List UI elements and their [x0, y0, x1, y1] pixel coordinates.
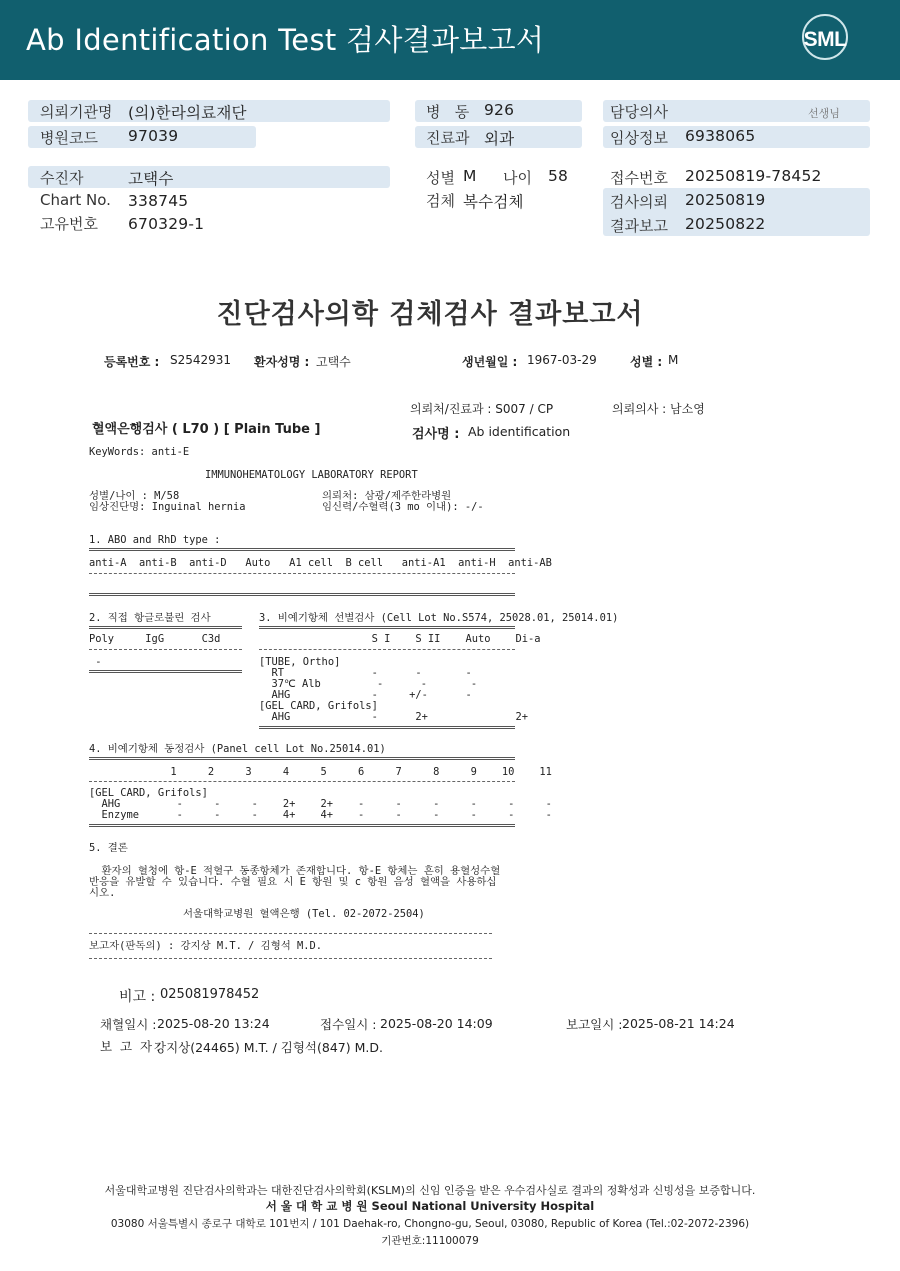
sec2-title: 2. 직접 항글로불린 검사: [89, 612, 211, 624]
sec3-columns: S I S II Auto Di-a: [259, 633, 541, 645]
sec4-title: 4. 비예기항체 동정검사 (Panel cell Lot No.25014.01): [89, 743, 386, 755]
sec2-result: -: [89, 656, 102, 668]
page-title: Ab Identification Test 검사결과보고서: [26, 23, 545, 57]
sec3-row: [TUBE, Ortho]: [259, 656, 341, 668]
sex-age: 성별/나이 : M/58: [89, 490, 180, 502]
sec3-rule-mid: [259, 649, 515, 650]
test-req-label: 검사의뢰: [610, 193, 668, 211]
sec3-rule-top: [259, 626, 515, 629]
keywords: KeyWords: anti-E: [89, 446, 190, 458]
req-doctor: 의뢰의사 : 남소영: [612, 402, 705, 416]
report-label: 보고일시 :: [566, 1017, 623, 1032]
test-req-value: 20250819: [685, 191, 766, 209]
recv-label: 접수일시 :: [320, 1017, 377, 1032]
dept-label: 진료과: [426, 129, 470, 147]
sec2-rule-mid: [89, 649, 242, 650]
receipt-value: 20250819-78452: [685, 167, 822, 185]
draw-label: 채혈일시 :: [100, 1017, 157, 1032]
sec4-row: [GEL CARD, Grifols]: [89, 787, 208, 799]
chart-value: 338745: [128, 192, 189, 210]
sec1-title: 1. ABO and RhD type :: [89, 534, 221, 546]
reporter-rule-top: [89, 933, 492, 934]
id-value: 670329-1: [128, 215, 205, 233]
dept-value: 외과: [484, 130, 515, 148]
reg-no-label: 등록번호 :: [104, 355, 160, 369]
sec1-columns: anti-A anti-B anti-D Auto A1 cell B cell anti-A1 anti-H anti-AB: [89, 557, 552, 569]
dob-value: 1967-03-29: [527, 353, 597, 367]
name-label: 환자성명 :: [254, 355, 310, 369]
result-label: 결과보고: [610, 217, 668, 235]
sec3-row: RT - - -: [259, 667, 472, 679]
sec3-row: AHG - +/- -: [259, 689, 472, 701]
specimen-label: 검체: [426, 192, 455, 210]
header-bar: [0, 0, 900, 80]
blood-bank: 서울대학교병원 혈액은행 (Tel. 02-2072-2504): [183, 908, 425, 920]
sec5-title: 5. 결론: [89, 842, 128, 854]
pregnancy: 임신력/수혈력(3 mo 이내): -/-: [322, 501, 484, 513]
patient-label: 수진자: [40, 169, 84, 187]
sec3-rule-bottom: [259, 726, 515, 729]
ward-label: 병 동: [426, 103, 470, 121]
receipt-label: 접수번호: [610, 169, 668, 187]
sex2-label: 성별 :: [630, 355, 663, 369]
hosp-code-label: 병원코드: [40, 129, 98, 147]
lab-report-heading: IMMUNOHEMATOLOGY LABORATORY REPORT: [205, 469, 418, 481]
sec2-rule-bottom: [89, 670, 242, 673]
signer-label: 보 고 자 :: [100, 1039, 161, 1054]
remark-label: 비고 :: [119, 989, 156, 1005]
draw-time: 2025-08-20 13:24: [157, 1016, 270, 1031]
specimen-value: 복수검체: [463, 193, 524, 211]
report-time: 2025-08-21 14:24: [622, 1016, 735, 1031]
remark-value: 025081978452: [160, 987, 260, 1002]
sex2-value: M: [668, 353, 679, 367]
id-label: 고유번호: [40, 215, 98, 233]
sec2-columns: Poly IgG C3d: [89, 633, 221, 645]
chart-label: Chart No.: [40, 191, 111, 209]
sec3-row: 37℃ Alb - - -: [259, 678, 478, 690]
conclusion-line: 반응을 유발할 수 있습니다. 수혈 필요 시 E 항원 및 c 항원 음성 혈액을 사용하십: [89, 876, 497, 888]
sec4-rule-mid: [89, 781, 515, 782]
report-title: 진단검사의학 검체검사 결과보고서: [216, 299, 644, 330]
exam-name-label: 검사명 :: [412, 427, 460, 442]
req-org-label: 의뢰기관명: [40, 103, 113, 121]
patient-value: 고택수: [128, 170, 174, 188]
doctor-suffix: 선생님: [808, 107, 840, 120]
sec4-row: AHG - - - 2+ 2+ - - - - - -: [89, 798, 552, 810]
age-value: 58: [548, 167, 569, 185]
sec1-rule-mid: [89, 573, 515, 574]
logo-text: SML: [803, 28, 847, 51]
sml-logo: [796, 14, 854, 64]
footer-hospital: 서 울 대 학 교 병 원 Seoul National University Hospital: [265, 1199, 595, 1213]
sec3-row: AHG - 2+ 2+: [259, 711, 528, 723]
reporter-rule-bottom: [89, 958, 492, 959]
sec1-rule-bottom: [89, 593, 515, 596]
recv-time: 2025-08-20 14:09: [380, 1016, 493, 1031]
req-org-value: (의)한라의료재단: [128, 104, 247, 122]
requester: 의뢰처: 삼광/제주한라병원: [322, 490, 452, 502]
sec4-rule-top: [89, 757, 515, 760]
hosp-code-value: 97039: [128, 127, 179, 145]
sec4-row: Enzyme - - - 4+ 4+ - - - - - -: [89, 809, 552, 821]
dob-label: 생년월일 :: [462, 355, 518, 369]
footer-cert: 서울대학교병원 진단검사의학과는 대한진단검사의학회(KSLM)의 신임 인증을 받은 우수검사실로 결과의 정확성과 신빙성을 보증합니다.: [104, 1184, 756, 1197]
conclusion-line: 시오.: [89, 887, 116, 899]
reg-no-value: S2542931: [170, 353, 232, 367]
sec4-rule-bottom: [89, 824, 515, 827]
clinical-value: 6938065: [685, 127, 756, 145]
reporter: 보고자(판독의) : 강지상 M.T. / 김형석 M.D.: [89, 940, 323, 952]
age-label: 나이: [503, 169, 532, 187]
footer-address: 03080 서울특별시 종로구 대학로 101번지 / 101 Daehak-ro, Chongno-gu, Seoul, 03080, Republic of Korea (Tel.:02-2072-2396): [110, 1218, 750, 1230]
req-dept: 의뢰처/진료과 : S007 / CP: [410, 402, 554, 416]
name-value: 고택수: [316, 355, 351, 369]
sec2-rule-top: [89, 626, 242, 629]
ward-value: 926: [484, 101, 515, 119]
footer-inst-no: 기관번호:11100079: [381, 1235, 479, 1247]
sec4-columns: 1 2 3 4 5 6 7 8 9 10 11: [89, 766, 552, 778]
sec3-row: [GEL CARD, Grifols]: [259, 700, 378, 712]
result-value: 20250822: [685, 215, 766, 233]
sec1-rule-top: [89, 548, 515, 551]
sex-value: M: [463, 167, 477, 185]
signer-value: 강지상(24465) M.T. / 김형석(847) M.D.: [154, 1040, 383, 1055]
clinical-label: 임상정보: [610, 129, 668, 147]
exam-heading: 혈액은행검사 ( L70 ) [ Plain Tube ]: [92, 422, 321, 437]
sec3-title: 3. 비예기항체 선별검사 (Cell Lot No.S574, 25028.01, 25014.01): [259, 612, 619, 624]
sex-label: 성별: [426, 169, 455, 187]
doctor-label: 담당의사: [610, 103, 668, 121]
conclusion-line: 환자의 혈청에 항-E 적혈구 동종항체가 존재합니다. 항-E 항체는 흔히 용혈성수혈: [89, 865, 501, 877]
diagnosis: 임상진단명: Inguinal hernia: [89, 501, 246, 513]
exam-name-value: Ab identification: [468, 424, 571, 439]
